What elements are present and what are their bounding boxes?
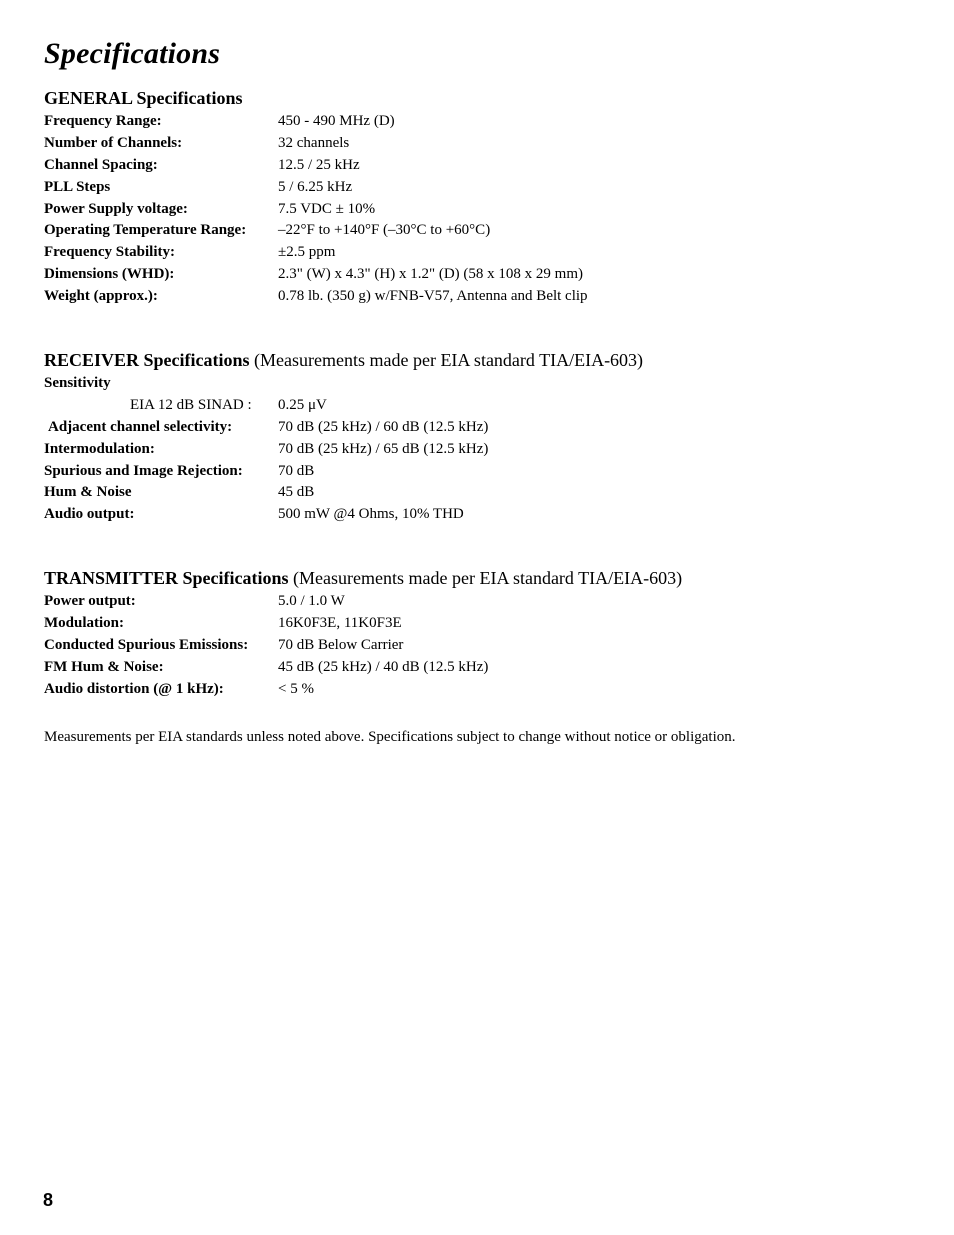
spec-row-number-of-channels (44, 133, 924, 155)
footnote: Measurements per EIA standards unless noted above. Specifications subject to change without notice or obligation. (44, 729, 736, 745)
spec-value: 45 dB (278, 484, 315, 501)
spec-value: 0.78 lb. (350 g) w/FNB-V57, Antenna and Belt clip (278, 288, 588, 305)
spec-sub-label: EIA 12 dB SINAD : (130, 396, 252, 413)
transmitter-specifications-heading (44, 567, 924, 591)
spec-label: Intermodulation: (44, 440, 155, 457)
spec-row-fm-hum-noise (44, 657, 924, 679)
spec-value: 70 dB (25 kHz) / 60 dB (12.5 kHz) (278, 418, 489, 435)
spec-row-weight (44, 286, 924, 308)
general-specifications-heading (44, 87, 924, 111)
spec-value: 7.5 VDC ± 10% (278, 200, 376, 217)
spec-label: Hum & Noise (44, 484, 132, 501)
spec-row-spurious-image-rejection (44, 461, 924, 483)
spec-label: Operating Temperature Range: (44, 222, 247, 239)
spec-label: Frequency Stability: (44, 244, 175, 261)
spec-row-pll-steps (44, 177, 924, 199)
receiver-specifications-heading (44, 349, 924, 373)
spec-label: Number of Channels: (44, 134, 183, 151)
spec-label: Conducted Spurious Emissions: (44, 636, 249, 653)
spec-label: Sensitivity (44, 375, 111, 391)
transmitter-specifications-section (44, 567, 924, 700)
spec-row-channel-spacing (44, 155, 924, 177)
spec-row-power-output (44, 591, 924, 613)
spec-label: Dimensions (WHD): (44, 266, 175, 283)
receiver-heading-note: (Measurements made per EIA standard TIA/EIA-603) (249, 350, 644, 370)
spec-row-sensitivity (44, 373, 924, 395)
spec-row-operating-temperature-range (44, 220, 924, 242)
spec-value: 12.5 / 25 kHz (278, 156, 360, 173)
spec-value: 0.25 μV (278, 396, 327, 413)
spec-value: 70 dB (278, 462, 315, 479)
page-title: Specifications (44, 37, 221, 70)
spec-row-frequency-stability (44, 242, 924, 264)
spec-row-adjacent-channel-selectivity (44, 417, 924, 439)
spec-value: ±2.5 ppm (278, 244, 336, 261)
spec-label: PLL Steps (44, 178, 111, 195)
spec-value: 2.3" (W) x 4.3" (H) x 1.2" (D) (58 x 108 x 29 mm) (278, 266, 583, 283)
transmitter-heading-text: TRANSMITTER Specifications (44, 568, 289, 588)
transmitter-heading-note: (Measurements made per EIA standard TIA/EIA-603) (288, 568, 683, 588)
spec-row-dimensions (44, 264, 924, 286)
spec-value: 500 mW @4 Ohms, 10% THD (278, 506, 464, 523)
spec-value: 45 dB (25 kHz) / 40 dB (12.5 kHz) (278, 658, 489, 675)
spec-value: –22°F to +140°F (–30°C to +60°C) (278, 222, 491, 239)
spec-label: Frequency Range: (44, 113, 162, 129)
spec-value: 32 channels (278, 134, 350, 151)
spec-row-frequency-range (44, 111, 924, 133)
spec-row-audio-distortion (44, 679, 924, 701)
receiver-heading-text: RECEIVER Specifications (44, 350, 250, 370)
spec-row-audio-output (44, 504, 924, 526)
spec-value: 5.0 / 1.0 W (278, 593, 345, 609)
spec-label: Spurious and Image Rejection: (44, 462, 243, 479)
spec-row-conducted-spurious-emissions (44, 635, 924, 657)
spec-value: 70 dB (25 kHz) / 65 dB (12.5 kHz) (278, 440, 489, 457)
receiver-specifications-section (44, 349, 924, 526)
spec-label: Weight (approx.): (44, 288, 158, 305)
page-number: 8 (43, 1190, 54, 1210)
spec-label: Adjacent channel selectivity: (48, 418, 233, 435)
spec-label: Channel Spacing: (44, 156, 158, 173)
spec-label: FM Hum & Noise: (44, 658, 164, 675)
spec-value: 16K0F3E, 11K0F3E (278, 614, 402, 631)
spec-value: 5 / 6.25 kHz (278, 178, 353, 195)
spec-row-sensitivity-sinad (44, 395, 924, 417)
spec-value: 450 - 490 MHz (D) (278, 113, 395, 129)
spec-row-power-supply-voltage (44, 199, 924, 221)
spec-label: Power output: (44, 593, 136, 609)
spec-row-intermodulation (44, 439, 924, 461)
spec-label: Audio output: (44, 506, 135, 523)
spec-row-hum-noise (44, 482, 924, 504)
general-specifications-section (44, 87, 924, 308)
spec-label: Audio distortion (@ 1 kHz): (44, 680, 224, 697)
spec-label: Modulation: (44, 614, 125, 631)
spec-label: Power Supply voltage: (44, 200, 188, 217)
spec-row-modulation (44, 613, 924, 635)
spec-value: < 5 % (278, 680, 314, 697)
general-heading-text: GENERAL Specifications (44, 88, 243, 108)
spec-value: 70 dB Below Carrier (278, 636, 404, 653)
